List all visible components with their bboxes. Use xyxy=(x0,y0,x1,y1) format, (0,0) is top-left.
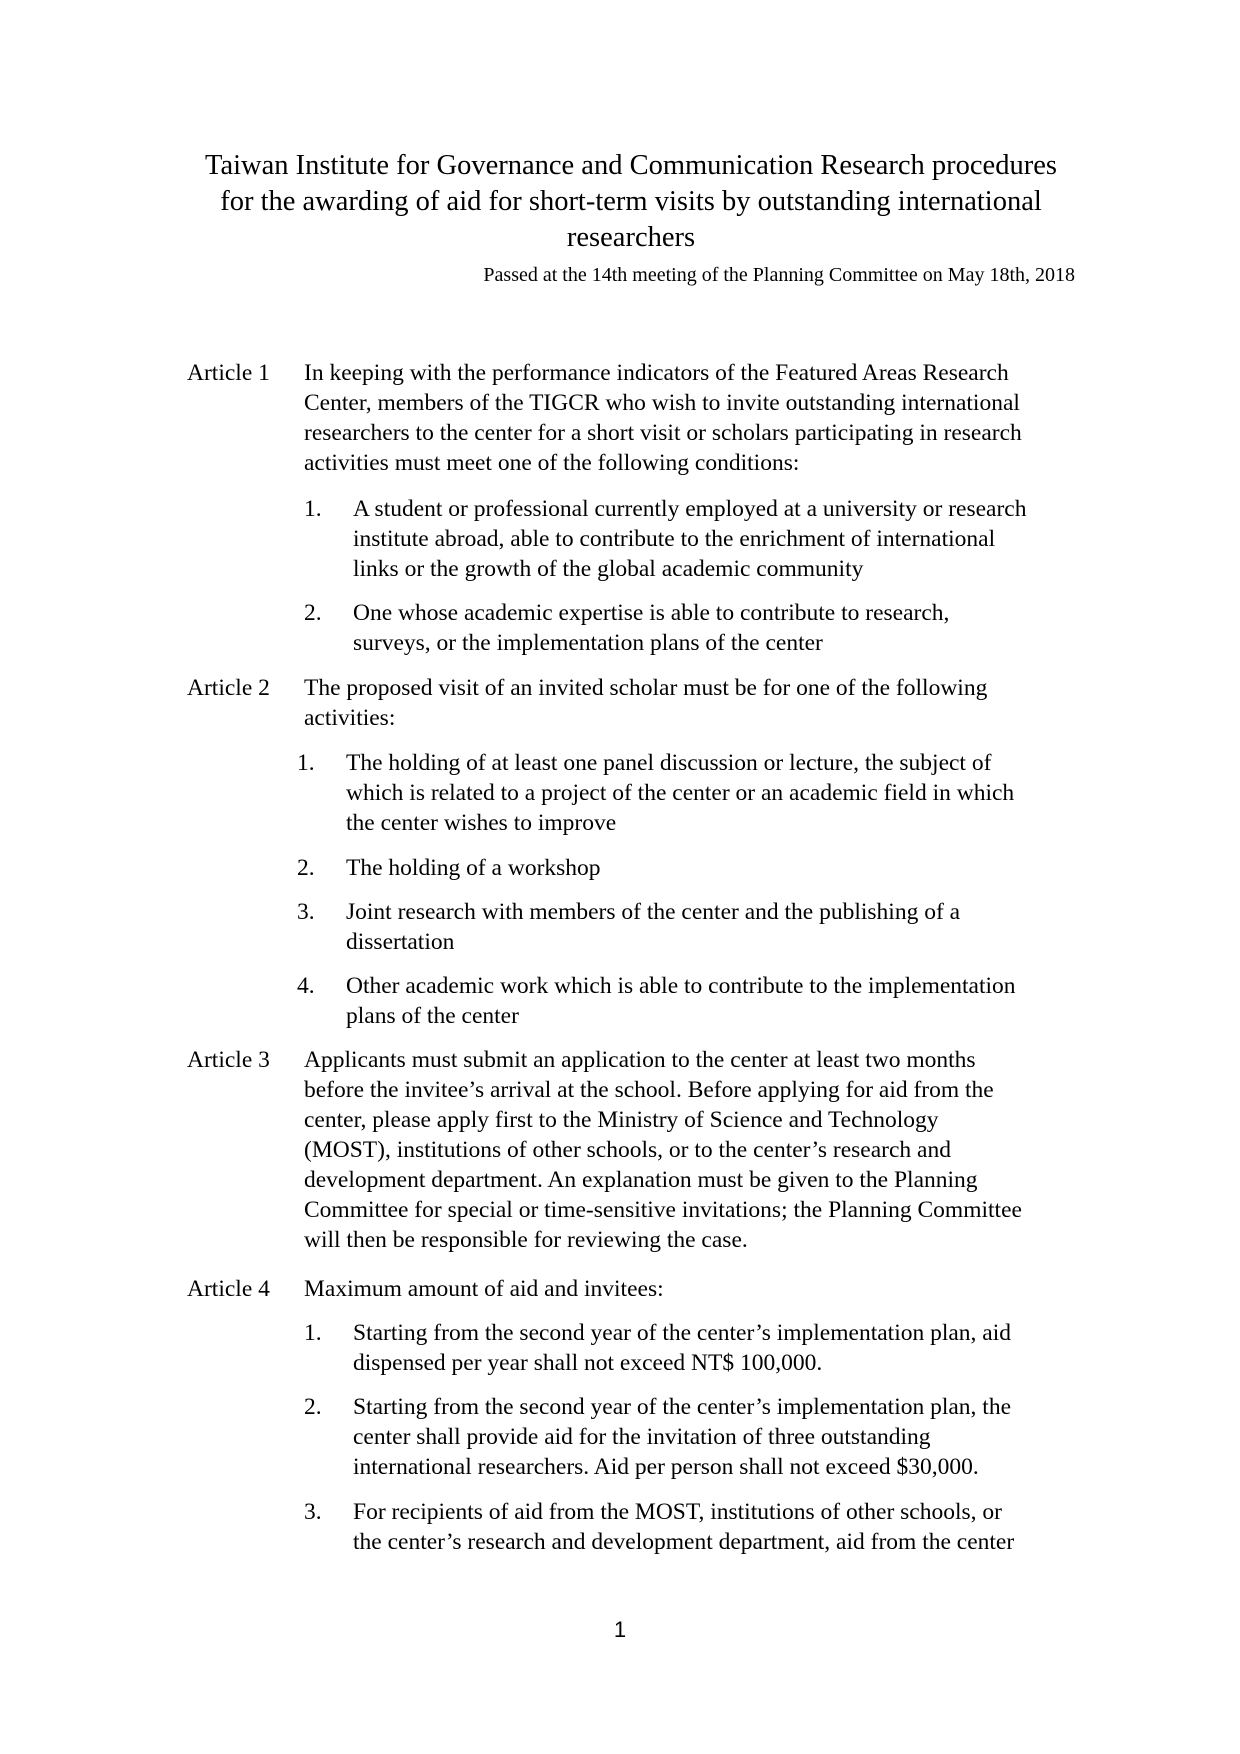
text-line: before the invitee’s arrival at the school. Before applying for aid from the xyxy=(304,1077,994,1103)
text-line: The proposed visit of an invited scholar must be for one of the following xyxy=(304,675,988,701)
text-line: activities must meet one of the following conditions: xyxy=(304,450,800,476)
title-line: researchers xyxy=(566,222,696,253)
page-number: 1 xyxy=(613,1617,627,1642)
article-label: Article 2 xyxy=(187,675,270,701)
text-line: the center’s research and development department, aid from the center xyxy=(353,1529,1015,1555)
item-text xyxy=(346,971,1066,1031)
text-line: international researchers. Aid per person shall not exceed $30,000. xyxy=(353,1454,979,1480)
article-text xyxy=(304,673,1084,733)
item-number: 1. xyxy=(304,1320,322,1346)
article-label: Article 4 xyxy=(187,1276,270,1302)
text-line: institute abroad, able to contribute to the enrichment of international xyxy=(353,526,996,552)
document-title xyxy=(150,148,1112,256)
text-line: will then be responsible for reviewing the case. xyxy=(304,1227,748,1253)
article-text xyxy=(304,1274,1084,1304)
text-line: researchers to the center for a short visit or scholars participating in research xyxy=(304,420,1022,446)
text-line: Starting from the second year of the center’s implementation plan, the xyxy=(353,1394,1012,1420)
text-line: links or the growth of the global academic community xyxy=(353,556,864,582)
item-number: 2. xyxy=(297,855,315,881)
text-line: (MOST), institutions of other schools, or to the center’s research and xyxy=(304,1137,951,1163)
item-number: 2. xyxy=(304,600,322,626)
text-line: which is related to a project of the center or an academic field in which xyxy=(346,780,1015,806)
text-line: Starting from the second year of the center’s implementation plan, aid xyxy=(353,1320,1012,1346)
text-line: development department. An explanation must be given to the Planning xyxy=(304,1167,978,1193)
text-line: center shall provide aid for the invitation of three outstanding xyxy=(353,1424,931,1450)
item-text xyxy=(353,494,1073,584)
text-line: dispensed per year shall not exceed NT$ 100,000. xyxy=(353,1350,823,1376)
item-text xyxy=(353,1497,1073,1557)
item-number: 2. xyxy=(304,1394,322,1420)
text-line: Applicants must submit an application to the center at least two months xyxy=(304,1047,976,1073)
item-text xyxy=(346,853,1066,883)
item-text xyxy=(353,1392,1073,1482)
item-number: 3. xyxy=(297,899,315,925)
text-line: Other academic work which is able to contribute to the implementation xyxy=(346,973,1016,999)
text-line: dissertation xyxy=(346,929,455,955)
text-line: One whose academic expertise is able to contribute to research, xyxy=(353,600,950,626)
article-label: Article 1 xyxy=(187,360,270,386)
item-number: 1. xyxy=(297,750,315,776)
text-line: For recipients of aid from the MOST, institutions of other schools, or xyxy=(353,1499,1002,1525)
text-line: surveys, or the implementation plans of the center xyxy=(353,630,823,656)
text-line: activities: xyxy=(304,705,396,731)
passed-note: Passed at the 14th meeting of the Planning Committee on May 18th, 2018 xyxy=(483,264,1075,286)
text-line: center, please apply first to the Ministry of Science and Technology xyxy=(304,1107,939,1133)
item-text xyxy=(353,1318,1073,1378)
text-line: Joint research with members of the center and the publishing of a xyxy=(346,899,961,925)
item-number: 1. xyxy=(304,496,322,522)
text-line: the center wishes to improve xyxy=(346,810,617,836)
text-line: The holding of a workshop xyxy=(346,855,601,881)
article-text xyxy=(304,358,1084,478)
text-line: The holding of at least one panel discussion or lecture, the subject of xyxy=(346,750,992,776)
text-line: plans of the center xyxy=(346,1003,519,1029)
text-line: A student or professional currently employed at a university or research xyxy=(353,496,1027,522)
item-number: 4. xyxy=(297,973,315,999)
title-line: for the awarding of aid for short-term visits by outstanding international xyxy=(220,186,1042,217)
item-text xyxy=(353,598,1073,658)
text-line: Maximum amount of aid and invitees: xyxy=(304,1276,664,1302)
article-text xyxy=(304,1045,1084,1255)
item-number: 3. xyxy=(304,1499,322,1525)
text-line: Center, members of the TIGCR who wish to invite outstanding international xyxy=(304,390,1020,416)
item-text xyxy=(346,897,1066,957)
item-text xyxy=(346,748,1066,838)
article-label: Article 3 xyxy=(187,1047,270,1073)
title-line: Taiwan Institute for Governance and Communication Research procedures xyxy=(205,150,1057,181)
text-line: In keeping with the performance indicators of the Featured Areas Research xyxy=(304,360,1009,386)
text-line: Committee for special or time-sensitive invitations; the Planning Committee xyxy=(304,1197,1022,1223)
